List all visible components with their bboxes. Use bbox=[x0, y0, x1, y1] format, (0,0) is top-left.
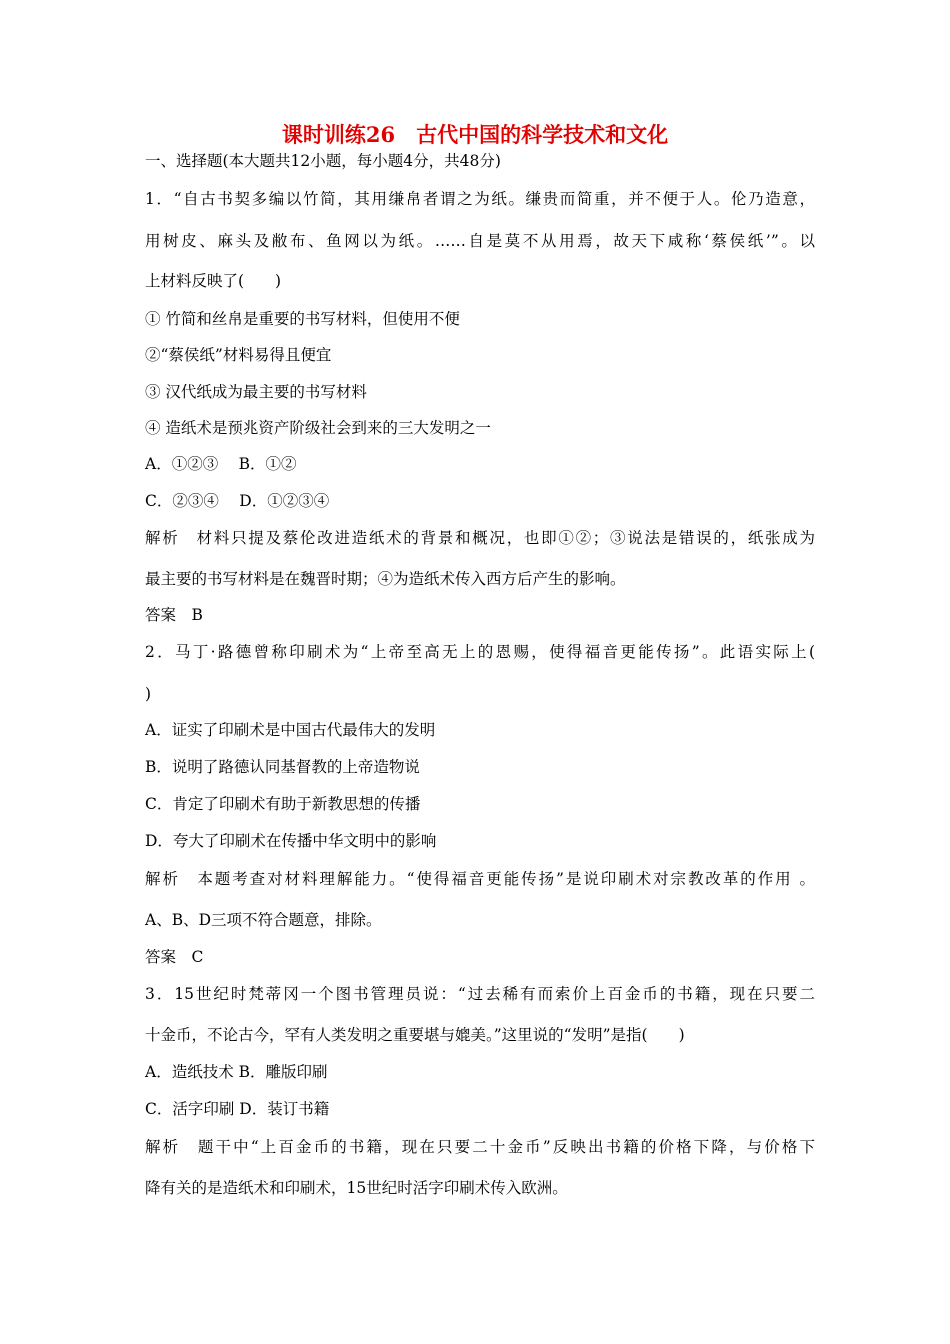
q2-option-d: D．夸大了印刷术在传播中华文明中的影响 bbox=[145, 832, 437, 850]
q1-item-2: ②“蔡侯纸”材料易得且便宜 bbox=[145, 346, 332, 364]
q1-stem-line-1: 1．“自古书契多编以竹简，其用缣帛者谓之为纸。缣贵而简重，并不便于人。伦乃造意， bbox=[145, 190, 815, 208]
q1-stem-line-3: 上材料反映了( ) bbox=[145, 272, 282, 290]
q3-stem-line-1: 3．15世纪时梵蒂冈一个图书管理员说：“过去稀有而索价上百金币的书籍，现在只要二 bbox=[145, 985, 815, 1003]
q3-stem-line-2: 十金币，不论古今，罕有人类发明之重要堪与媲美。”这里说的“发明”是指( ) bbox=[145, 1026, 685, 1044]
q2-option-b: B．说明了路德认同基督教的上帝造物说 bbox=[145, 758, 420, 776]
q2-stem-line-1: 2．马丁·路德曾称印刷术为“上帝至高无上的恩赐，使得福音更能传扬”。此语实际上( bbox=[145, 643, 815, 661]
q3-options-row-1: A．造纸技术 B．雕版印刷 bbox=[145, 1063, 328, 1081]
q3-analysis-line-1: 解析 题干中“上百金币的书籍，现在只要二十金币”反映出书籍的价格下降，与价格下 bbox=[145, 1138, 815, 1156]
q1-stem-line-2: 用树皮、麻头及敝布、鱼网以为纸。……自是莫不从用焉，故天下咸称‘蔡侯纸’”。以 bbox=[145, 232, 815, 250]
q1-item-4: ④ 造纸术是预兆资产阶级社会到来的三大发明之一 bbox=[145, 419, 491, 437]
q2-answer: 答案 C bbox=[145, 948, 204, 966]
page-title: 课时训练26 古代中国的科学技术和文化 bbox=[281, 122, 669, 147]
section-heading: 一、选择题(本大题共12小题，每小题4分，共48分) bbox=[145, 152, 501, 170]
q2-analysis-line-2: A、B、D三项不符合题意，排除。 bbox=[145, 911, 382, 929]
q2-stem-line-2: ) bbox=[145, 685, 152, 703]
q2-analysis-line-1: 解析 本题考查对材料理解能力。“使得福音更能传扬”是说印刷术对宗教改革的作用 。 bbox=[145, 870, 815, 888]
q3-analysis-line-2: 降有关的是造纸术和印刷术，15世纪时活字印刷术传入欧洲。 bbox=[145, 1179, 568, 1197]
q2-option-a: A．证实了印刷术是中国古代最伟大的发明 bbox=[145, 721, 436, 739]
q3-options-row-2: C．活字印刷 D．装订书籍 bbox=[145, 1100, 330, 1118]
q1-item-3: ③ 汉代纸成为最主要的书写材料 bbox=[145, 383, 367, 401]
q1-answer: 答案 B bbox=[145, 606, 203, 624]
q1-options-row-1: A．①②③ B．①② bbox=[145, 455, 297, 473]
q2-option-c: C．肯定了印刷术有助于新教思想的传播 bbox=[145, 795, 421, 813]
q1-item-1: ① 竹简和丝帛是重要的书写材料，但使用不便 bbox=[145, 310, 460, 328]
q1-analysis-line-1: 解析 材料只提及蔡伦改进造纸术的背景和概况，也即①②；③说法是错误的，纸张成为 bbox=[145, 529, 815, 547]
q1-analysis-line-2: 最主要的书写材料是在魏晋时期；④为造纸术传入西方后产生的影响。 bbox=[145, 570, 626, 588]
q1-options-row-2: C．②③④ D．①②③④ bbox=[145, 492, 330, 510]
